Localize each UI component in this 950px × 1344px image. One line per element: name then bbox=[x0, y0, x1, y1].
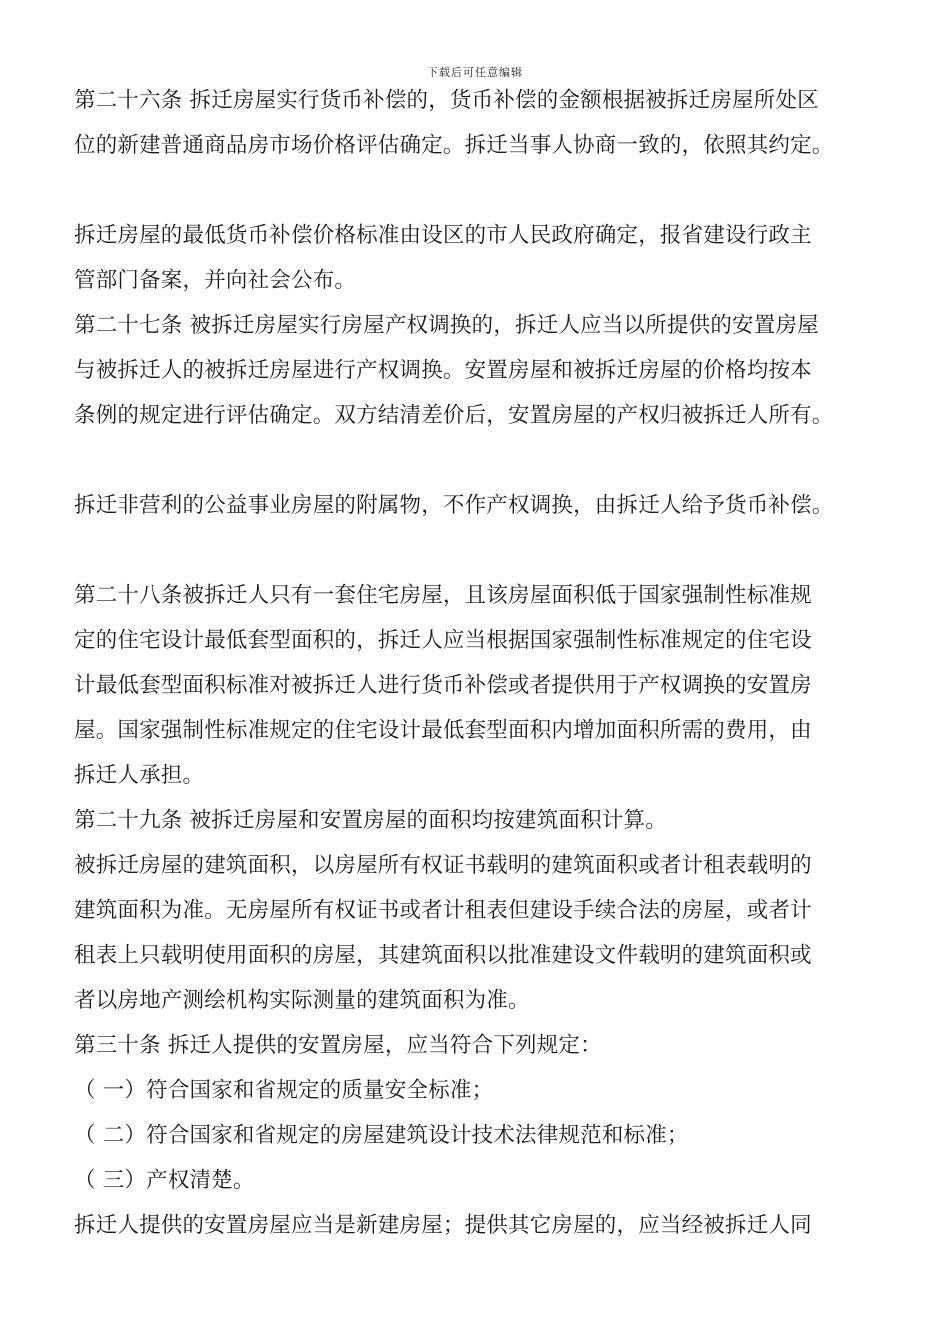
page-header: 下载后可任意编辑 bbox=[427, 66, 523, 79]
text-line: 拆迁人承担。 bbox=[74, 763, 205, 788]
text-line: 租表上只载明使用面积的房屋，其建筑面积以批准建设文件载明的建筑面积或 bbox=[74, 943, 812, 968]
blank-line bbox=[74, 446, 894, 475]
text-line: 拆迁房屋的最低货币补偿价格标准由设区的市人民政府确定，报省建设行政主 bbox=[74, 223, 812, 248]
text-line: 第二十九条 被拆迁房屋和安置房屋的面积均按建筑面积计算。 bbox=[74, 808, 667, 833]
text-line: 位的新建普通商品房市场价格评估确定。拆迁当事人协商一致的，依照其约定。 bbox=[74, 133, 834, 158]
text-line: 第二十七条 被拆迁房屋实行房屋产权调换的，拆迁人应当以所提供的安置房屋 bbox=[74, 313, 819, 338]
text-line: 第二十六条 拆迁房屋实行货币补偿的，货币补偿的金额根据被拆迁房屋所处区 bbox=[74, 88, 819, 113]
text-line: 管部门备案，并向社会公布。 bbox=[74, 268, 357, 293]
text-line: 建筑面积为准。无房屋所有权证书或者计租表但建设手续合法的房屋，或者计 bbox=[74, 898, 812, 923]
text-line: 计最低套型面积标准对被拆迁人进行货币补偿或者提供用于产权调换的安置房 bbox=[74, 673, 812, 698]
blank-line bbox=[74, 176, 894, 205]
text-line: 与被拆迁人的被拆迁房屋进行产权调换。安置房屋和被拆迁房屋的价格均按本 bbox=[74, 358, 812, 383]
text-line: 定的住宅设计最低套型面积的，拆迁人应当根据国家强制性标准规定的住宅设 bbox=[74, 628, 812, 653]
text-line: 屋。国家强制性标准规定的住宅设计最低套型面积内增加面积所需的费用，由 bbox=[74, 718, 812, 743]
document-body bbox=[74, 86, 894, 1256]
text-line: 条例的规定进行评估确定。双方结清差价后，安置房屋的产权归被拆迁人所有。 bbox=[74, 403, 834, 428]
text-line: 拆迁人提供的安置房屋应当是新建房屋；提供其它房屋的，应当经被拆迁人同 bbox=[74, 1213, 812, 1238]
text-line: 第二十八条被拆迁人只有一套住宅房屋，且该房屋面积低于国家强制性标准规 bbox=[74, 583, 812, 608]
text-line: 者以房地产测绘机构实际测量的建筑面积为准。 bbox=[74, 988, 530, 1013]
blank-line bbox=[74, 536, 894, 565]
text-line: （ 三）产权清楚。 bbox=[74, 1168, 255, 1193]
text-line: 拆迁非营利的公益事业房屋的附属物，不作产权调换，由拆迁人给予货币补偿。 bbox=[74, 493, 834, 518]
text-line: 被拆迁房屋的建筑面积，以房屋所有权证书载明的建筑面积或者计租表载明的 bbox=[74, 853, 812, 878]
text-line: （ 二）符合国家和省规定的房屋建筑设计技术法律规范和标准； bbox=[74, 1123, 689, 1148]
text-line: （ 一）符合国家和省规定的质量安全标准； bbox=[74, 1078, 494, 1103]
text-line: 第三十条 拆迁人提供的安置房屋，应当符合下列规定： bbox=[74, 1033, 602, 1058]
